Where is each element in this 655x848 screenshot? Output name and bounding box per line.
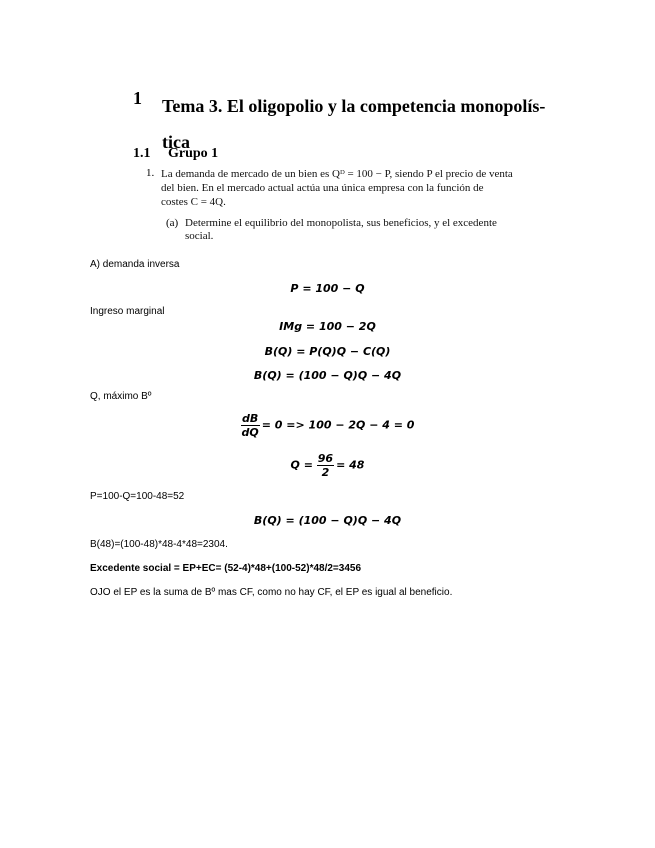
- q-fraction: [317, 452, 334, 479]
- equation-profit-specific: B(Q) = (100 − Q)Q − 4Q: [253, 369, 402, 382]
- derivative-fraction: [241, 412, 260, 439]
- equation-inverse-demand: P = 100 − Q: [290, 282, 365, 295]
- label-max-profit: Q, máximo Bº: [90, 391, 152, 402]
- price-calculation: P=100-Q=100-48=52: [90, 491, 185, 502]
- equation-derivative: [0, 412, 655, 439]
- subsection-title: Grupo 1: [168, 146, 219, 161]
- q-numerator: 96: [317, 452, 334, 465]
- q-lhs: Q =: [290, 458, 313, 472]
- problem-number: 1.: [146, 167, 155, 179]
- derivative-rest: = 0 => 100 − 2Q − 4 = 0: [261, 418, 415, 432]
- problem-part-text: Determine el equilibrio del monopolista, sus beneficios, y el excedente social.: [185, 217, 497, 242]
- q-rhs: = 48: [336, 458, 365, 472]
- note-remark: OJO el EP es la suma de Bº mas CF, como no hay CF, el EP es igual al beneficio.: [90, 587, 453, 598]
- problem-statement: La demanda de mercado de un bien es Qᴰ = 100 − P, siendo P el precio de venta del bien. En el mercado actual actúa una única empresa con la función de costes C = 4Q.: [161, 168, 513, 208]
- q-denominator: 2: [321, 466, 330, 479]
- label-marginal-revenue: Ingreso marginal: [90, 306, 165, 317]
- label-inverse-demand: A) demanda inversa: [90, 259, 180, 270]
- derivative-denominator: dQ: [241, 426, 259, 439]
- equation-profit-repeat: B(Q) = (100 − Q)Q − 4Q: [253, 514, 402, 527]
- section-title: Tema 3. El oligopolio y la competencia monopolís-tica: [162, 96, 546, 152]
- profit-value: B(48)=(100-48)*48-4*48=2304.: [90, 539, 228, 550]
- problem-part-label: (a): [166, 217, 179, 229]
- social-surplus-text: Excedente social = EP+EC= (52-4)*48+(100-52)*48/2=3456: [90, 563, 362, 574]
- equation-profit-general: B(Q) = P(Q)Q − C(Q): [264, 345, 391, 358]
- derivative-numerator: dB: [242, 412, 259, 425]
- equation-marginal-revenue: IMg = 100 − 2Q: [279, 320, 376, 333]
- subsection-number: 1.1: [133, 146, 151, 161]
- section-number: 1: [133, 88, 142, 108]
- equation-q-optimal: [0, 452, 655, 479]
- social-surplus: [90, 563, 361, 574]
